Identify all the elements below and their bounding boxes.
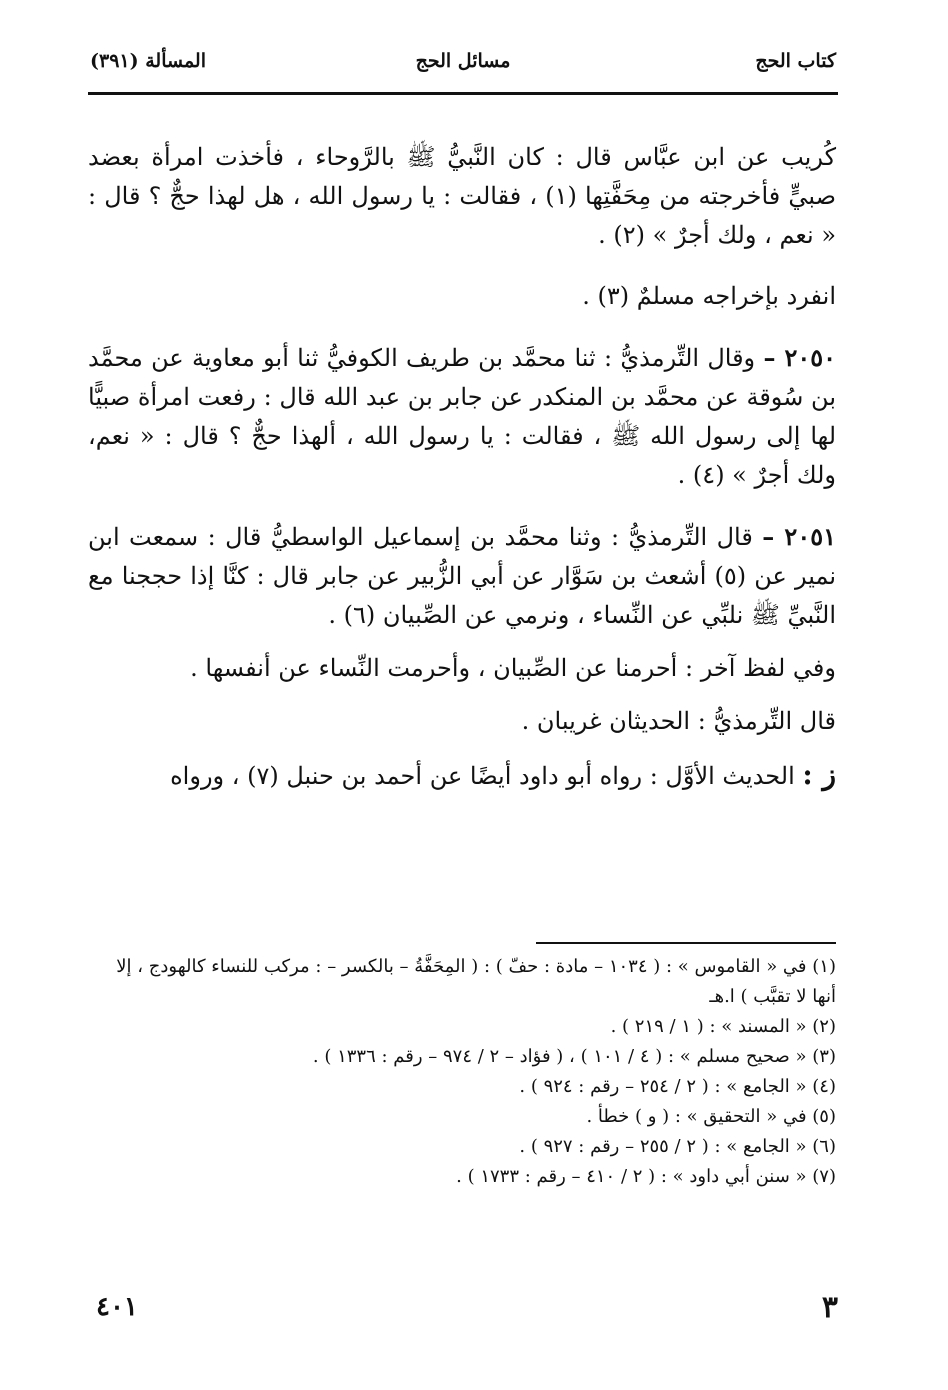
paragraph-1: كُريب عن ابن عبَّاس قال : كان النَّبيُّ ﷺ بالرَّوحاء ، فأخذت امرأة بعضد صبيٍّ فأخرجته من مِحَفَّتِها (١) ، فقالت : يا رسول الله ، هل لهذا حجٌّ ؟ قال : « نعم ، ولك أجرٌ » (٢) . [88, 143, 837, 249]
paragraph-5: وفي لفظ آخر : أحرمنا عن الصِّبيان ، وأحرمت النِّساء عن أنفسها . [190, 654, 836, 682]
running-header [90, 44, 836, 88]
footnote-1: (١) في « القاموس » : ( ١٠٣٤ – مادة : حفّ ) : ( المِحَفَّةُ – بالكسر – : مركب للنساء كالهودج ، إلا أنها لا تقبَّب ) ا.هـ [116, 956, 836, 1007]
header-issue-number: المسألة (٣٩١) [90, 50, 206, 72]
footnotes-rule [536, 942, 836, 944]
paragraph-7-text: الحديث الأوَّل : رواه أبو داود أيضًا عن أحمد بن حنبل (٧) ، ورواه [170, 762, 795, 790]
page-number: ٤٠١ [96, 1292, 138, 1322]
footnote-3: (٣) « صحيح مسلم » : ( ٤ / ١٠١ ) ، ( فؤاد – ٢ / ٩٧٤ – رقم : ١٣٣٦ ) . [312, 1046, 836, 1067]
hadith-text: قال التِّرمذيُّ : وثنا محمَّد بن إسماعيل الواسطيُّ قال : سمعت ابن نمير عن (٥) أشعث بن سَوَّار عن أبي الزُّبير عن جابر قال : كنَّا إذا حججنا مع النَّبيِّ ﷺ نلبِّي عن النِّساء ، ونرمي عن الصِّبيان (٦) . [88, 523, 836, 629]
header-book-title: كتاب الحج [755, 50, 836, 72]
header-chapter-title: مسائل الحج [415, 50, 511, 72]
footnotes [88, 952, 836, 1192]
hadith-number: ٢٠٥٠ – [763, 343, 837, 372]
header-rule [88, 92, 838, 95]
paragraph-2: انفرد بإخراجه مسلمٌ (٣) . [582, 282, 836, 310]
footnote-4: (٤) « الجامع » : ( ٢ / ٢٥٤ – رقم : ٩٢٤ ) . [519, 1076, 836, 1097]
hadith-2050 [88, 338, 836, 495]
footnote-2: (٢) « المسند » : ( ١ / ٢١٩ ) . [610, 1016, 836, 1037]
section-mark: ز : [802, 758, 836, 791]
paragraph-7 [88, 755, 836, 796]
signature-mark: ٣ [821, 1290, 838, 1325]
footnote-5: (٥) في « التحقيق » : ( و ) خطأ . [586, 1106, 836, 1127]
paragraph-6: قال التِّرمذيُّ : الحديثان غريبان . [521, 707, 836, 735]
hadith-2051 [88, 517, 836, 635]
footnote-6: (٦) « الجامع » : ( ٢ / ٢٥٥ – رقم : ٩٢٧ ) . [519, 1136, 836, 1157]
hadith-number: ٢٠٥١ – [762, 522, 836, 551]
main-text [88, 138, 836, 818]
hadith-text: وقال التِّرمذيُّ : ثنا محمَّد بن طريف الكوفيُّ ثنا أبو معاوية عن محمَّد بن سُوقة عن محمَّد بن المنكدر عن جابر بن عبد الله قال : رفعت امرأة صبيًّا لها إلى رسول الله ﷺ ، فقالت : يا رسول الله ، ألهذا حجٌّ ؟ قال : « نعم، ولك أجرٌ » (٤) . [88, 344, 837, 489]
footnote-7: (٧) « سنن أبي داود » : ( ٢ / ٤١٠ – رقم : ١٧٣٣ ) . [456, 1166, 836, 1187]
